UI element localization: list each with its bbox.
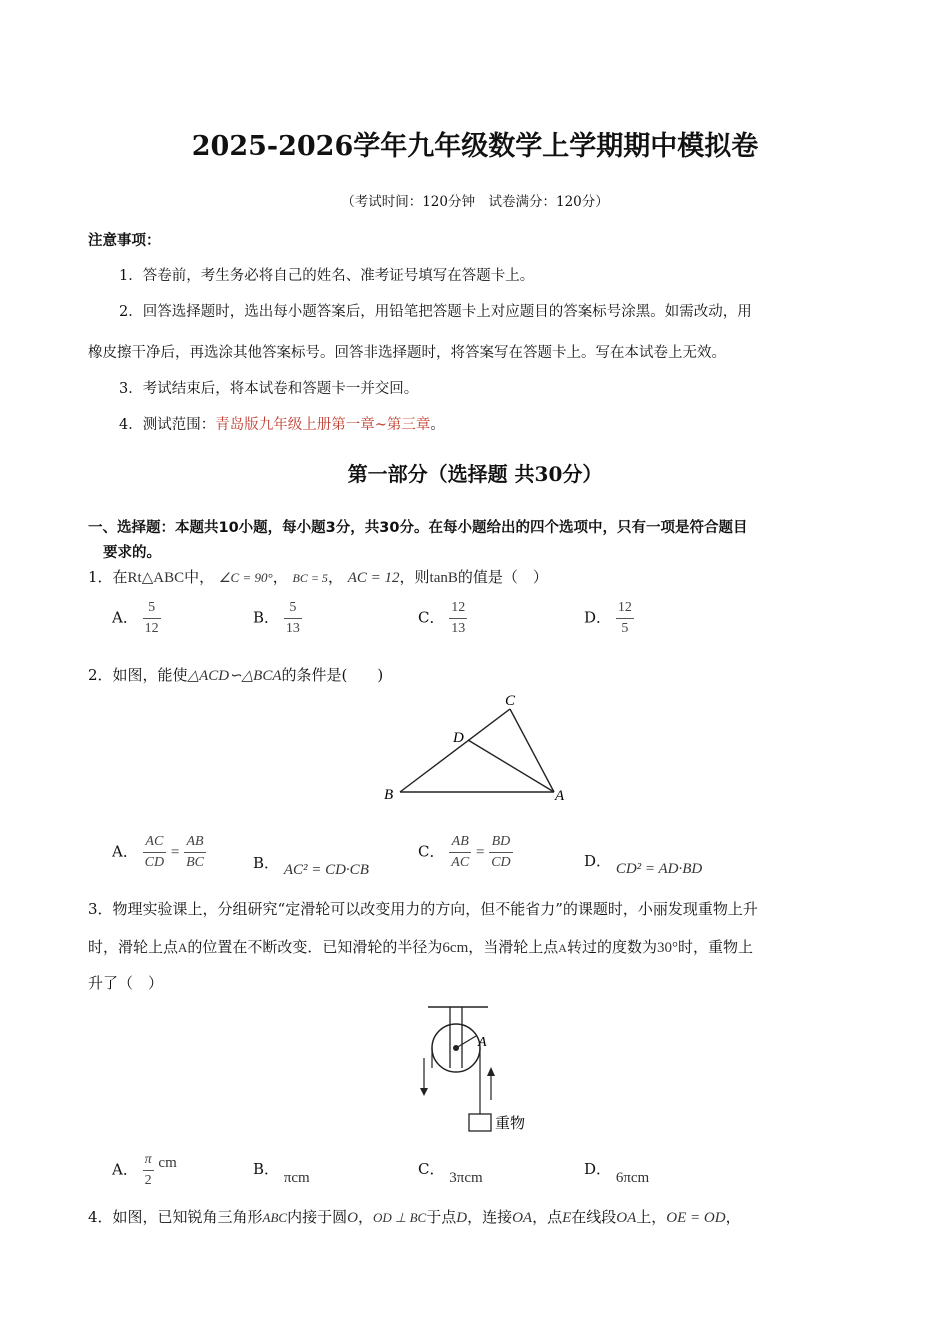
q4-text-3: ，: [357, 1208, 373, 1226]
q3-math-a-2: A: [558, 941, 567, 955]
q4-math-e: E: [562, 1210, 572, 1226]
exam-info: （考试时间：120分钟 试卷满分：120分）: [341, 194, 609, 210]
q1-text-1: 1．在: [88, 568, 128, 586]
q1-c-num: 12: [451, 600, 466, 615]
q1-option-b-fraction: [284, 600, 302, 637]
q3-option-d-label: D．: [584, 1160, 612, 1178]
q2-option-a-label: A．: [112, 842, 138, 861]
q2-triangle-figure: [375, 688, 575, 806]
q3-option-d[interactable]: [584, 1158, 650, 1186]
q3-arrow-down-icon: [420, 1088, 428, 1096]
q4-math-oe-od: OE = OD: [666, 1210, 726, 1226]
q2-label-c: C: [505, 693, 516, 709]
q3-arrow-up-icon: [487, 1067, 495, 1076]
q2-a-eq: =: [170, 844, 180, 861]
q2-text-2: 的条件是( ): [281, 666, 384, 684]
q1-d-den: 5: [621, 621, 629, 636]
q1-a-num: 5: [148, 600, 156, 615]
q3-math-a-1: A: [178, 940, 188, 955]
q3-math-radius: 6cm: [442, 940, 469, 956]
q2-b-expr: AC² = CD·CB: [283, 862, 369, 878]
q1-math-tanb: tanB: [429, 570, 458, 586]
q3-radius-to-a: [456, 1036, 476, 1048]
q2-math-similar: △ACD∽△BCA: [187, 668, 282, 684]
q4-math-oa-1: OA: [512, 1210, 533, 1226]
question-3-line-1: 3．物理实验课上，分组研究“定滑轮可以改变用力的方向，但不能省力”的课题时，小丽发现重物上升: [88, 900, 758, 918]
q1-option-c-label: C．: [418, 608, 445, 627]
q4-math-perp: OD ⊥ BC: [372, 1210, 427, 1225]
notice-item-1: 1．答卷前，考生务必将自己的姓名、准考证号填写在答题卡上。: [119, 268, 535, 284]
q3-pulley-figure: [410, 1000, 560, 1140]
q2-c-n2: BD: [491, 834, 511, 849]
q3-c-expr: 3πcm: [449, 1170, 483, 1186]
q3-text-5: 时，重物上: [677, 938, 753, 956]
q4-text-1: 4．如图，已知锐角三角形: [88, 1208, 263, 1226]
q1-option-b[interactable]: [253, 600, 302, 637]
q2-c-eq: =: [475, 844, 485, 861]
q2-a-frac-1: [143, 834, 166, 871]
q2-option-c-label: C．: [418, 842, 445, 861]
q2-option-b[interactable]: [253, 852, 369, 878]
part1-instructions-line-1: 一、选择题：本题共10小题，每小题3分，共30分。在每小题给出的四个选项中，只有一项是符合题目: [88, 520, 748, 536]
q2-a-n1: AC: [145, 834, 164, 849]
q3-math-degree: 30°: [656, 940, 678, 956]
q1-b-den: 13: [285, 621, 300, 636]
q4-text-9: ，: [725, 1208, 741, 1226]
q2-c-d1: AC: [451, 855, 470, 870]
q3-option-b-label: B．: [253, 1160, 280, 1178]
question-3-line-2: [88, 936, 753, 957]
q1-option-d[interactable]: [584, 600, 634, 637]
q1-option-a[interactable]: [112, 600, 161, 637]
q2-label-b: B: [384, 787, 394, 803]
q3-weight-box: [469, 1114, 491, 1131]
part1-instructions-line-2: 要求的。: [103, 545, 161, 561]
q4-math-d: D: [456, 1210, 468, 1226]
q1-text-5: ，则: [399, 568, 430, 586]
q2-option-b-label: B．: [253, 854, 280, 872]
q3-a-unit: cm: [158, 1154, 177, 1171]
q1-b-num: 5: [289, 600, 297, 615]
q1-option-a-fraction: [143, 600, 161, 637]
q2-d-expr: CD² = AD·BD: [615, 861, 703, 877]
q4-text-4: 于点: [426, 1208, 457, 1226]
q1-math-triangle: Rt△ABC: [127, 570, 185, 586]
q4-text-5: ，连接: [467, 1208, 513, 1226]
q3-d-expr: 6πcm: [615, 1170, 650, 1186]
q2-option-d-label: D．: [584, 852, 612, 870]
q2-option-a[interactable]: [112, 834, 206, 871]
q3-option-c[interactable]: [418, 1158, 483, 1186]
q1-text-6: 的值是（ ）: [457, 568, 548, 586]
notice-item-3: 3．考试结束后，将本试卷和答题卡一并交回。: [119, 381, 419, 397]
q1-option-d-label: D．: [584, 608, 612, 627]
notice-item-4-suffix: 。: [430, 417, 445, 433]
q1-text-3: ，: [272, 568, 288, 586]
q2-a-d2: BC: [186, 855, 204, 870]
notice-item-4-prefix: 4．测试范围：: [119, 417, 216, 433]
q1-option-b-label: B．: [253, 608, 280, 627]
q4-text-7: 在线段: [571, 1208, 617, 1226]
q3-option-a-label: A．: [112, 1160, 138, 1179]
q3-text-2: 的位置在不断改变．已知滑轮的半径为: [187, 938, 443, 956]
q4-math-oa-2: OA: [616, 1210, 637, 1226]
q3-option-c-label: C．: [418, 1160, 445, 1178]
page-title: 2025-2026学年九年级数学上学期期中模拟卷: [191, 131, 759, 162]
test-range: 青岛版九年级上册第一章~第三章: [215, 417, 431, 433]
q1-text-2: 中，: [184, 568, 215, 586]
q4-math-o: O: [347, 1210, 358, 1226]
q2-segment-bc: [400, 709, 510, 792]
q2-c-frac-2: [489, 834, 512, 871]
q3-label-weight: 重物: [495, 1114, 526, 1132]
q3-text-3: ，当滑轮上点: [468, 938, 559, 956]
q2-label-d: D: [453, 730, 464, 746]
q3-a-fraction: [143, 1152, 154, 1189]
q4-text-2: 内接于圆: [287, 1208, 348, 1226]
q2-c-frac-1: [449, 834, 471, 871]
q1-math-angle: ∠C = 90°: [218, 570, 273, 585]
q3-b-expr: πcm: [283, 1170, 310, 1186]
q1-text-4: ，: [327, 568, 343, 586]
question-1-stem: [88, 566, 548, 587]
q3-option-b[interactable]: [253, 1158, 310, 1186]
q3-label-a: A: [478, 1035, 487, 1050]
q1-option-c[interactable]: [418, 600, 467, 637]
q1-option-d-fraction: [616, 600, 634, 637]
q2-label-a: A: [555, 788, 565, 804]
notice-item-4: [119, 413, 445, 434]
q1-c-den: 13: [451, 621, 466, 636]
q2-option-d[interactable]: [584, 850, 703, 877]
q2-segment-da: [468, 740, 554, 792]
q1-a-den: 12: [144, 621, 159, 636]
q3-text-4: 转过的度数为: [566, 938, 657, 956]
q2-text-1: 2．如图，能使: [88, 666, 188, 684]
q1-option-a-label: A．: [112, 608, 138, 627]
q3-text-1: 时，滑轮上点: [88, 938, 179, 956]
q3-option-a[interactable]: [112, 1152, 177, 1189]
q4-math-abc: ABC: [262, 1210, 288, 1225]
q1-option-c-fraction: [449, 600, 467, 637]
q2-c-d2: CD: [491, 855, 511, 870]
section-heading: 第一部分（选择题 共30分）: [347, 462, 603, 486]
question-2-stem: [88, 664, 383, 685]
q2-a-n2: AB: [186, 834, 204, 849]
q2-a-frac-2: [184, 834, 206, 871]
q2-segment-ca: [510, 709, 554, 792]
notice-heading: 注意事项：: [88, 233, 161, 249]
q4-text-6: ，点: [532, 1208, 563, 1226]
q3-a-num: π: [144, 1152, 152, 1167]
question-4-stem: [88, 1206, 741, 1227]
q2-option-c[interactable]: [418, 834, 513, 871]
q3-a-den: 2: [144, 1173, 152, 1188]
q1-math-ac: AC = 12: [347, 570, 400, 586]
q4-text-8: 上，: [636, 1208, 667, 1226]
q1-math-bc: BC = 5: [292, 571, 328, 585]
q1-d-num: 12: [617, 600, 632, 615]
q2-a-d1: CD: [144, 855, 165, 870]
notice-item-2-line-2: 橡皮擦干净后，再选涂其他答案标号。回答非选择题时，将答案写在答题卡上。写在本试卷上无效。: [88, 345, 726, 361]
question-3-line-3: 升了（ ）: [88, 974, 164, 992]
q2-c-n1: AB: [451, 834, 469, 849]
notice-item-2-line-1: 2．回答选择题时，选出每小题答案后，用铅笔把答题卡上对应题目的答案标号涂黑。如需改动，用: [119, 304, 752, 320]
